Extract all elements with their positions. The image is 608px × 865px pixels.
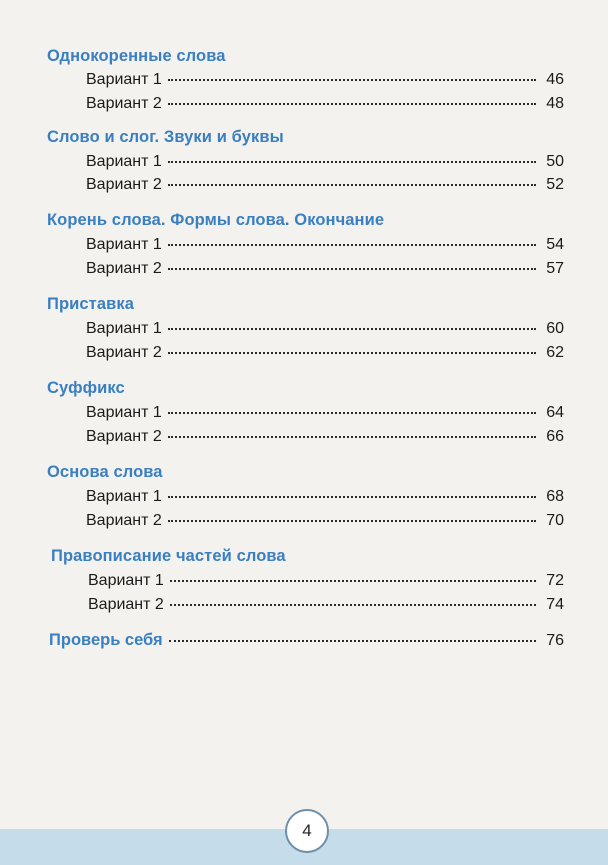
toc-entry [86,153,564,175]
entry-label: Вариант 1 [86,236,162,253]
section-title: Приставка [47,295,134,313]
entry-label: Вариант 2 [86,428,162,445]
entry-page: 74 [546,596,564,613]
dot-leader [168,412,536,414]
entry-page: 62 [546,344,564,361]
entry-page: 68 [546,488,564,505]
entry-page: 48 [546,95,564,112]
dot-leader [168,496,536,498]
dot-leader [168,161,536,163]
dot-leader [168,436,536,438]
check-yourself-title: Проверь себя [49,631,163,649]
toc-entry [86,71,564,93]
section-title: Корень слова. Формы слова. Окончание [47,211,385,229]
toc-entry [86,320,564,342]
entry-label: Вариант 1 [86,320,162,337]
dot-leader [169,640,536,642]
dot-leader [168,184,536,186]
toc-entry [86,488,564,510]
toc-entry [86,260,564,282]
entry-page: 72 [546,572,564,589]
page-number: 4 [302,821,312,840]
dot-leader [170,604,536,606]
page-number-badge [285,809,329,853]
entry-page: 70 [546,512,564,529]
entry-page: 60 [546,320,564,337]
toc-entry [86,428,564,450]
toc-entry [86,95,564,117]
dot-leader [168,328,536,330]
section-title: Суффикс [47,379,125,397]
entry-page: 66 [546,428,564,445]
entry-label: Вариант 2 [86,176,162,193]
entry-label: Вариант 1 [86,71,162,88]
entry-label: Вариант 1 [86,488,162,505]
section-title: Однокоренные слова [47,47,226,65]
dot-leader [168,79,536,81]
dot-leader [168,268,536,270]
entry-label: Вариант 1 [88,572,164,589]
entry-page: 54 [546,236,564,253]
dot-leader [168,520,536,522]
entry-page: 50 [546,153,564,170]
entry-label: Вариант 1 [86,153,162,170]
toc-entry [86,236,564,258]
toc-entry [86,512,564,534]
toc-entry [88,572,564,594]
entry-page: 57 [546,260,564,277]
check-yourself-entry [49,631,564,653]
entry-label: Вариант 2 [88,596,164,613]
dot-leader [170,580,536,582]
entry-label: Вариант 2 [86,260,162,277]
toc-entry [88,596,564,618]
section-title: Слово и слог. Звуки и буквы [47,128,284,146]
toc-entry [86,176,564,198]
entry-page: 46 [546,71,564,88]
entry-label: Вариант 2 [86,344,162,361]
toc-entry [86,344,564,366]
toc-entry [86,404,564,426]
section-title: Правописание частей слова [51,547,286,565]
entry-page: 52 [546,176,564,193]
entry-page: 76 [546,632,564,649]
dot-leader [168,244,536,246]
entry-page: 64 [546,404,564,421]
dot-leader [168,103,536,105]
entry-label: Вариант 2 [86,95,162,112]
dot-leader [168,352,536,354]
section-title: Основа слова [47,463,163,481]
entry-label: Вариант 2 [86,512,162,529]
entry-label: Вариант 1 [86,404,162,421]
